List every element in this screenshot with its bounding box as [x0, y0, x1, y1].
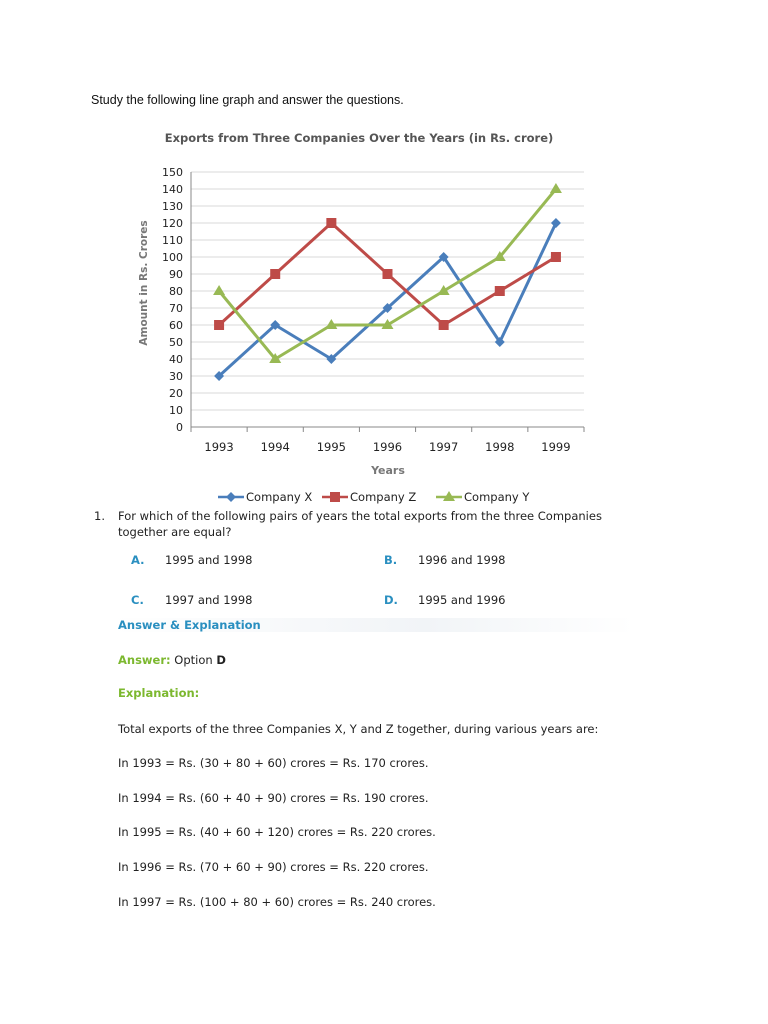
legend-label-company-z: Company Z — [350, 490, 417, 504]
y-tick-label: 130 — [162, 200, 183, 213]
legend-marker-company-x — [226, 492, 236, 502]
chart-axes — [162, 166, 584, 454]
chart-y-axis-label: Amount in Rs. Crores — [138, 220, 150, 346]
chart-legend — [218, 490, 530, 504]
y-tick-label: 20 — [169, 387, 183, 400]
company-z-point — [551, 252, 561, 262]
x-tick-label: 1994 — [260, 440, 290, 454]
explanation-line: In 1994 = Rs. (60 + 40 + 90) crores = Rs. 190 crores. — [118, 791, 429, 805]
y-tick-label: 80 — [169, 285, 183, 298]
answer-label: Answer: — [118, 653, 171, 667]
company-z-point — [326, 218, 336, 228]
option-letter: C. — [131, 593, 144, 607]
company-z-point — [439, 320, 449, 330]
x-tick-label: 1999 — [541, 440, 571, 454]
chart-series — [213, 183, 562, 381]
company-z-point — [270, 269, 280, 279]
y-tick-label: 120 — [162, 217, 183, 230]
y-tick-label: 10 — [169, 404, 183, 417]
company-y-point — [213, 285, 225, 295]
y-tick-label: 140 — [162, 183, 183, 196]
y-tick-label: 0 — [176, 421, 183, 434]
y-tick-label: 150 — [162, 166, 183, 179]
answer-value: D — [216, 653, 226, 667]
y-tick-label: 60 — [169, 319, 183, 332]
y-tick-label: 70 — [169, 302, 183, 315]
x-tick-label: 1995 — [316, 440, 346, 454]
y-tick-label: 100 — [162, 251, 183, 264]
legend-label-company-y: Company Y — [464, 490, 530, 504]
explanation-line: In 1993 = Rs. (30 + 80 + 60) crores = Rs. 170 crores. — [118, 756, 429, 770]
y-tick-label: 30 — [169, 370, 183, 383]
option-letter: A. — [131, 553, 145, 567]
company-x-point — [551, 218, 561, 228]
legend-marker-company-z — [330, 492, 340, 502]
explanation-line: In 1995 = Rs. (40 + 60 + 120) crores = Rs. 220 crores. — [118, 825, 436, 839]
x-tick-label: 1998 — [485, 440, 515, 454]
explanation-line: In 1997 = Rs. (100 + 80 + 60) crores = Rs. 240 crores. — [118, 895, 436, 909]
company-z-point — [214, 320, 224, 330]
option-text: 1996 and 1998 — [418, 553, 506, 567]
option-letter: D. — [384, 593, 398, 607]
company-z-point — [383, 269, 393, 279]
option-letter: B. — [384, 553, 398, 567]
explanation-label: Explanation: — [118, 686, 200, 700]
y-tick-label: 50 — [169, 336, 183, 349]
chart-x-axis-label: Years — [371, 464, 405, 477]
company-y-point — [550, 183, 562, 193]
answer-line — [118, 653, 226, 667]
option-text: 1997 and 1998 — [165, 593, 253, 607]
legend-label-company-x: Company X — [246, 490, 313, 504]
answer-explanation-link[interactable]: Answer & Explanation — [112, 618, 634, 632]
x-tick-label: 1997 — [429, 440, 459, 454]
company-z-point — [495, 286, 505, 296]
y-tick-label: 110 — [162, 234, 183, 247]
explanation-line: In 1996 = Rs. (70 + 60 + 90) crores = Rs. 220 crores. — [118, 860, 429, 874]
explanation-line: Total exports of the three Companies X, Y and Z together, during various years are: — [118, 722, 599, 736]
question-number: 1. — [94, 509, 105, 523]
x-tick-label: 1993 — [204, 440, 234, 454]
y-tick-label: 40 — [169, 353, 183, 366]
intro-text: Study the following line graph and answer the questions. — [91, 93, 404, 107]
chart-gridlines — [191, 172, 584, 427]
chart-title: Exports from Three Companies Over the Years (in Rs. crore) — [164, 131, 554, 145]
answer-prefix: Option — [174, 653, 213, 667]
option-text: 1995 and 1998 — [165, 553, 253, 567]
option-text: 1995 and 1996 — [418, 593, 506, 607]
x-tick-label: 1996 — [372, 440, 403, 454]
y-tick-label: 90 — [169, 268, 183, 281]
question-text: For which of the following pairs of years the total exports from the three Companies together are equal? — [118, 509, 602, 539]
